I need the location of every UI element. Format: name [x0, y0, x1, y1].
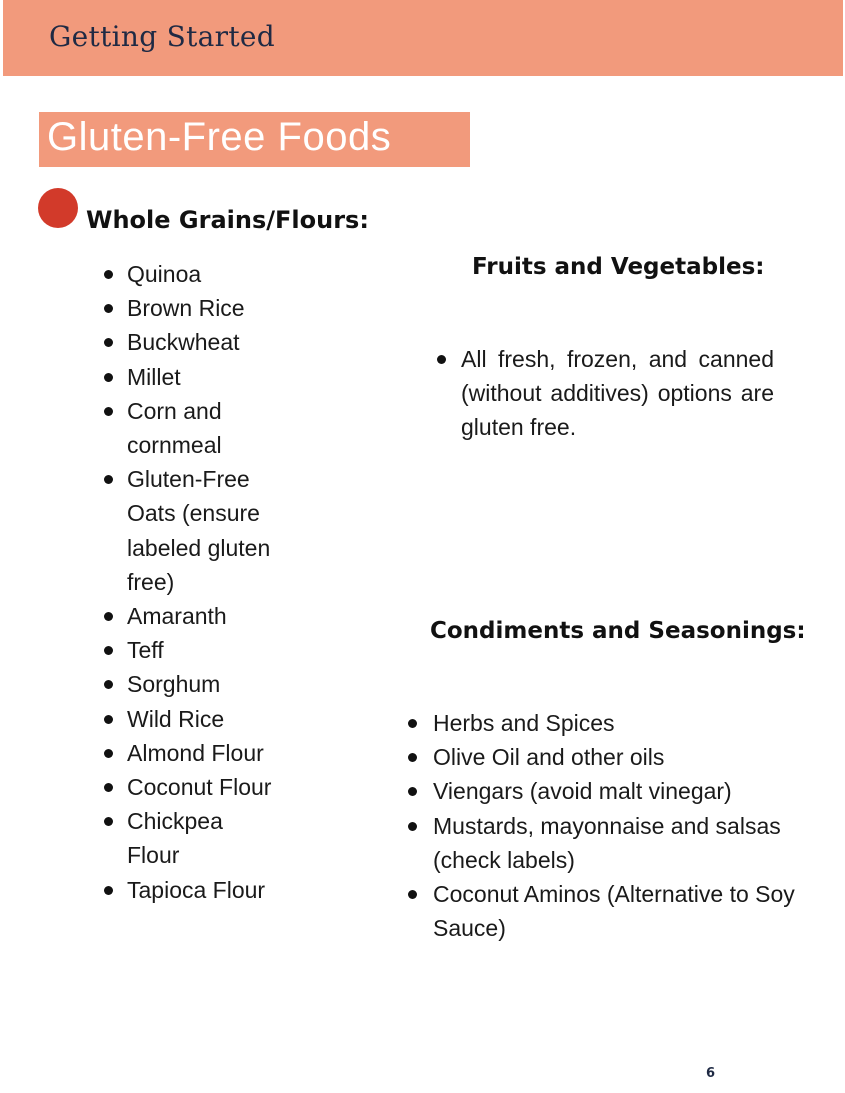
red-dot-decoration: [38, 188, 78, 228]
section-title: Gluten-Free Foods: [47, 115, 392, 159]
bullet-icon: [437, 355, 446, 364]
list-item: [433, 740, 803, 774]
bullet-icon: [104, 886, 113, 895]
list-item-text: Herbs and Spices: [433, 710, 615, 736]
bullet-icon: [104, 646, 113, 655]
header-bar: [3, 0, 843, 76]
condiments-heading: Condiments and Seasonings:: [430, 618, 806, 644]
bullet-icon: [408, 719, 417, 728]
bullet-icon: [104, 783, 113, 792]
bullet-icon: [104, 338, 113, 347]
page-number: 6: [706, 1066, 716, 1081]
bullet-icon: [104, 612, 113, 621]
list-item-text: Brown Rice: [127, 295, 245, 322]
list-item-text: Olive Oil and other oils: [433, 744, 665, 771]
list-item: [127, 599, 277, 633]
bullet-icon: [408, 890, 417, 899]
bullet-icon: [104, 749, 113, 758]
list-item-text: Teff: [127, 637, 164, 664]
list-item-text: Millet: [127, 363, 181, 390]
bullet-icon: [104, 817, 113, 826]
header-title: Getting Started: [49, 20, 276, 53]
list-item-text: Tapioca Flour: [127, 876, 266, 903]
list-item-text: Coconut Flour: [127, 774, 272, 801]
list-item-text: Corn and cornmeal: [127, 397, 222, 459]
bullet-icon: [104, 373, 113, 382]
list-item: [127, 770, 277, 804]
list-item: [127, 736, 277, 770]
bullet-icon: [104, 304, 113, 313]
list-item: [127, 633, 277, 667]
list-item-text: Viengars (avoid malt vinegar): [433, 778, 732, 805]
list-item: [127, 873, 277, 907]
list-item-text: Sorghum: [127, 671, 221, 698]
bullet-icon: [408, 822, 417, 831]
list-item: [127, 325, 277, 359]
fruits-list: [461, 342, 774, 445]
list-item-text: Amaranth: [127, 603, 227, 630]
list-item: [433, 706, 803, 740]
list-item: [433, 877, 803, 945]
list-item-text: Chickpea Flour: [127, 808, 223, 869]
list-item: [127, 291, 277, 325]
list-item-text: Quinoa: [127, 261, 202, 287]
list-item-text: Coconut Aminos (Alternative to Soy Sauce): [433, 881, 795, 942]
grains-heading: Whole Grains/Flours:: [86, 206, 369, 234]
grains-list: [127, 257, 277, 907]
list-item: [461, 342, 774, 445]
list-item-text: All fresh, frozen, and canned (without additives) options are gluten free.: [461, 346, 774, 441]
list-item-text: Wild Rice: [127, 705, 225, 732]
list-item-text: Buckwheat: [127, 329, 240, 356]
list-item: [127, 257, 277, 291]
list-item: [127, 462, 277, 599]
list-item: [127, 667, 277, 701]
bullet-icon: [104, 475, 113, 484]
list-item: [433, 774, 803, 808]
list-item: [127, 702, 277, 736]
section-banner: [39, 112, 470, 167]
fruits-heading: Fruits and Vegetables:: [472, 254, 765, 280]
list-item: [127, 804, 277, 872]
bullet-icon: [104, 715, 113, 724]
bullet-icon: [408, 753, 417, 762]
list-item: [433, 809, 803, 877]
bullet-icon: [408, 787, 417, 796]
list-item-text: Gluten-Free Oats (ensure labeled gluten free): [127, 466, 271, 595]
list-item-text: Almond Flour: [127, 739, 264, 766]
list-item: [127, 360, 277, 394]
bullet-icon: [104, 270, 113, 279]
bullet-icon: [104, 407, 113, 416]
bullet-icon: [104, 680, 113, 689]
list-item-text: Mustards, mayonnaise and salsas (check labels): [433, 812, 781, 873]
condiments-list: [433, 706, 803, 945]
list-item: [127, 394, 277, 462]
